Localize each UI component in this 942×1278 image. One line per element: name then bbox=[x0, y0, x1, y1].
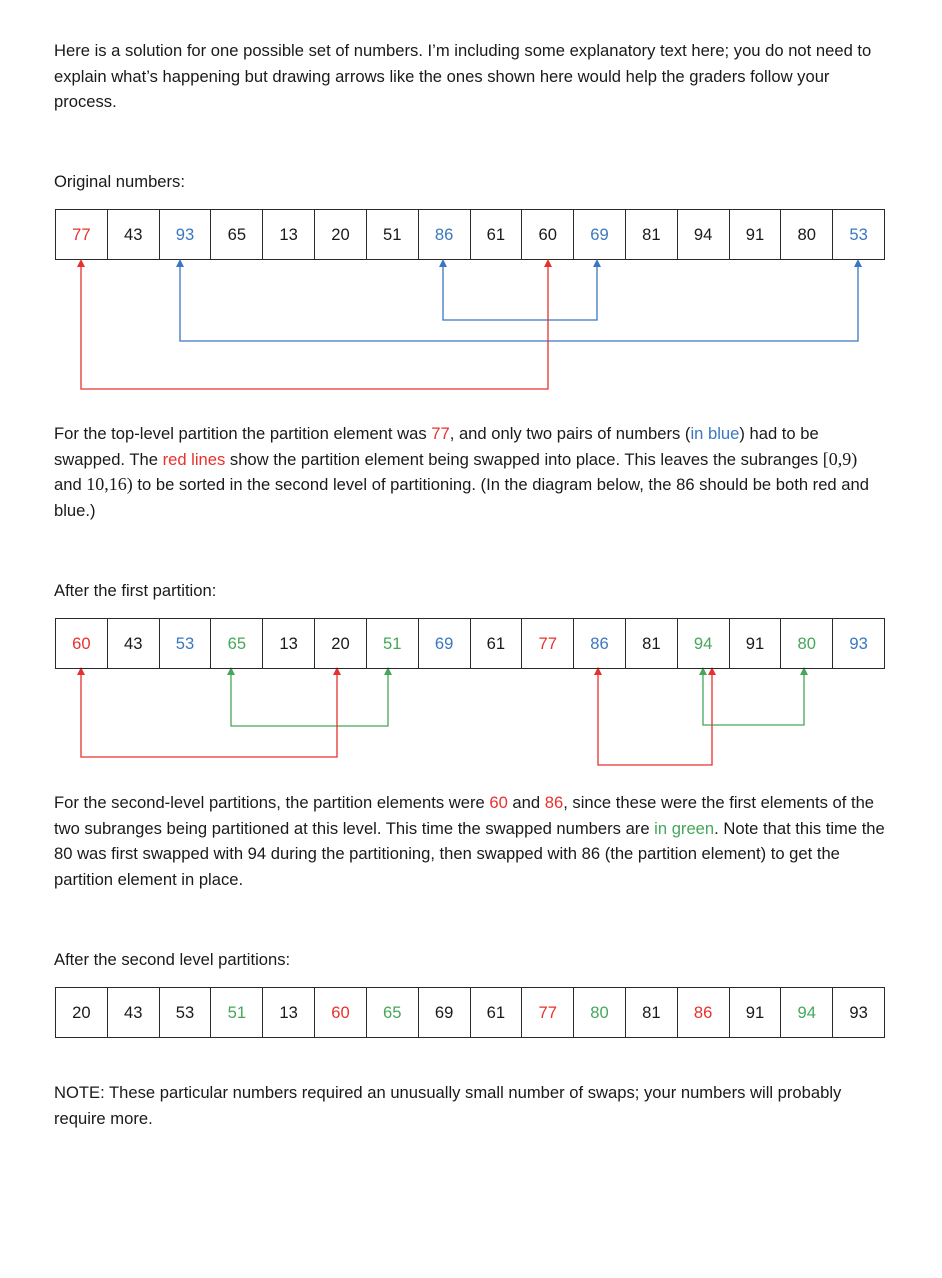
swap-arrow-60-20 bbox=[81, 674, 337, 757]
array-cell: 43 bbox=[107, 210, 159, 260]
array-cell: 69 bbox=[574, 210, 626, 260]
first-partition-caption: After the first partition: bbox=[54, 581, 217, 600]
array-cell: 77 bbox=[56, 210, 108, 260]
array-cell: 81 bbox=[625, 988, 677, 1038]
array-cell: 60 bbox=[315, 988, 367, 1038]
in-blue-highlight: in blue bbox=[690, 424, 740, 443]
array-cell: 53 bbox=[833, 210, 885, 260]
array-cell: 20 bbox=[315, 619, 367, 669]
subrange-first: [0,9) bbox=[822, 448, 858, 469]
second-partition-caption: After the second level partitions: bbox=[54, 950, 291, 969]
array-cell: 94 bbox=[781, 988, 833, 1038]
array-cell: 81 bbox=[625, 619, 677, 669]
array-cell: 60 bbox=[522, 210, 574, 260]
array-cell: 86 bbox=[677, 988, 729, 1038]
explanation-top-level bbox=[54, 421, 886, 523]
swap-arrow-77-60 bbox=[81, 266, 548, 389]
explanation-second-level bbox=[54, 790, 886, 892]
text-run: For the second-level partitions, the partition elements were bbox=[54, 793, 490, 812]
text-run: show the partition element being swapped into place. This leaves the subranges bbox=[225, 449, 823, 469]
array-cell: 51 bbox=[366, 619, 418, 669]
array-cell: 20 bbox=[315, 210, 367, 260]
array-cell: 86 bbox=[574, 619, 626, 669]
array-cell: 77 bbox=[522, 988, 574, 1038]
array-cell: 77 bbox=[522, 619, 574, 669]
second-partition-array bbox=[55, 987, 885, 1038]
array-cell: 13 bbox=[263, 210, 315, 260]
note-paragraph: NOTE: These particular numbers required an unusually small number of swaps; your numbers will probably require more. bbox=[54, 1083, 842, 1128]
intro-paragraph: Here is a solution for one possible set of numbers. I’m including some explanatory text here; you do not need to explain what’s happening but drawing arrows like the ones shown here would help the graders follow your process. bbox=[54, 41, 872, 112]
array-cell: 91 bbox=[729, 988, 781, 1038]
text-run: and bbox=[507, 793, 545, 812]
array-cell: 81 bbox=[625, 210, 677, 260]
array-cell: 43 bbox=[107, 619, 159, 669]
array-cell: 69 bbox=[418, 619, 470, 669]
partition-element-77: 77 bbox=[431, 424, 450, 443]
array-cell: 65 bbox=[211, 619, 263, 669]
array-cell: 65 bbox=[211, 210, 263, 260]
subrange-second: 10,16) bbox=[86, 474, 133, 495]
array-cell: 93 bbox=[159, 210, 211, 260]
text-run: ) had to be swapped. The bbox=[54, 424, 819, 469]
array-cell: 61 bbox=[470, 619, 522, 669]
text-run: to be sorted in the second level of partitioning. (In the diagram below, the 86 should be both red and blue.) bbox=[54, 475, 869, 520]
partition-element-86: 86 bbox=[544, 793, 564, 812]
array-cell: 51 bbox=[366, 210, 418, 260]
array-cell: 61 bbox=[470, 988, 522, 1038]
array-cell: 51 bbox=[211, 988, 263, 1038]
array-row bbox=[56, 988, 885, 1038]
array-cell: 94 bbox=[677, 619, 729, 669]
text-run: , and only two pairs of numbers ( bbox=[449, 424, 691, 443]
array-cell: 20 bbox=[56, 988, 108, 1038]
swap-arrow-86-69 bbox=[443, 266, 597, 320]
array-cell: 13 bbox=[263, 988, 315, 1038]
red-lines-highlight: red lines bbox=[162, 449, 226, 469]
array-cell: 86 bbox=[418, 210, 470, 260]
array-cell: 13 bbox=[263, 619, 315, 669]
swap-arrow-86-94 bbox=[598, 674, 712, 765]
swap-arrow-93-53 bbox=[180, 266, 858, 341]
array-cell: 94 bbox=[677, 210, 729, 260]
first-partition-array bbox=[55, 618, 885, 669]
text-run: and bbox=[54, 475, 87, 495]
array-cell: 93 bbox=[833, 619, 885, 669]
array-cell: 91 bbox=[729, 210, 781, 260]
in-green-highlight: in green bbox=[654, 818, 715, 838]
array-cell: 69 bbox=[418, 988, 470, 1038]
array-cell: 61 bbox=[470, 210, 522, 260]
array-cell: 80 bbox=[574, 988, 626, 1038]
array-cell: 53 bbox=[159, 988, 211, 1038]
array-cell: 91 bbox=[729, 619, 781, 669]
array-cell: 53 bbox=[159, 619, 211, 669]
array-cell: 93 bbox=[833, 988, 885, 1038]
array-row bbox=[56, 619, 885, 669]
text-run: . Note that this time the 80 was first swapped with 94 during the partitioning, then swapped with 86 (the partition element) to get the partition element in place. bbox=[54, 818, 885, 889]
swap-arrow-94-80 bbox=[703, 674, 804, 725]
array-cell: 80 bbox=[781, 210, 833, 260]
swap-arrow-65-51 bbox=[231, 674, 388, 726]
array-cell: 43 bbox=[107, 988, 159, 1038]
original-numbers-caption: Original numbers: bbox=[54, 172, 185, 191]
array-cell: 65 bbox=[366, 988, 418, 1038]
partition-element-60: 60 bbox=[489, 793, 508, 812]
array-cell: 80 bbox=[781, 619, 833, 669]
array-cell: 60 bbox=[56, 619, 108, 669]
text-run: For the top-level partition the partition element was bbox=[54, 424, 432, 443]
text-run: , since these were the first elements of the two subranges being partitioned at this level. This time the swapped numbers are bbox=[54, 793, 875, 838]
